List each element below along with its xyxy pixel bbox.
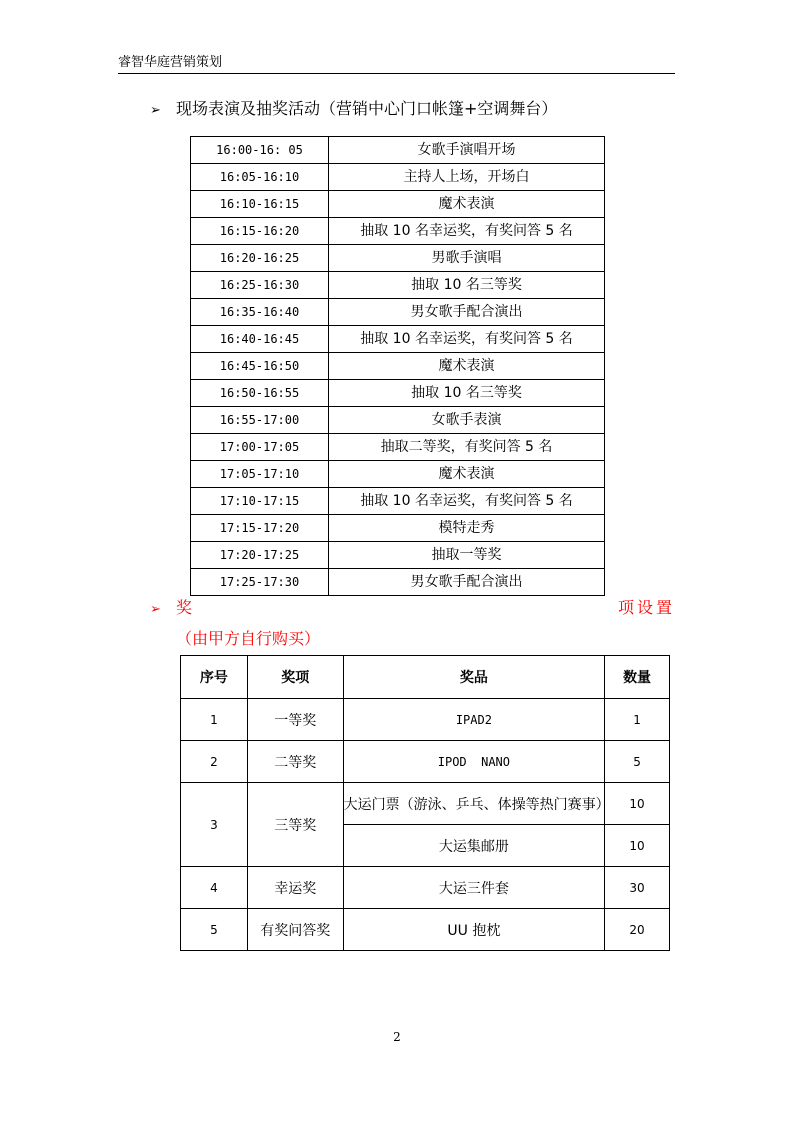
prize-heading-left: [150, 597, 192, 621]
arrow-bullet-icon: ➢: [150, 602, 161, 617]
table-row: [191, 272, 605, 299]
prize-type: 三等奖: [247, 783, 343, 867]
table-row: [181, 699, 670, 741]
schedule-event: 男女歌手配合演出: [329, 299, 605, 326]
prize-heading-right: 项设置: [617, 598, 675, 617]
prize-qty: 5: [605, 741, 670, 783]
prize-heading-left-text: 奖: [176, 598, 193, 617]
prize-no: 5: [181, 909, 248, 951]
schedule-table: [190, 136, 605, 596]
prize-item: 大运三件套: [343, 867, 604, 909]
schedule-event: 主持人上场，开场白: [329, 164, 605, 191]
schedule-event: 抽取 10 名幸运奖，有奖问答 5 名: [329, 218, 605, 245]
prize-no: 4: [181, 867, 248, 909]
schedule-event: 魔术表演: [329, 461, 605, 488]
prize-type: 有奖问答奖: [247, 909, 343, 951]
header-title: 睿智华庭营销策划: [118, 55, 223, 70]
table-row: [191, 191, 605, 218]
schedule-time: 17:00-17:05: [191, 434, 329, 461]
schedule-time: 16:40-16:45: [191, 326, 329, 353]
prize-item: 大运集邮册: [343, 825, 604, 867]
schedule-time: 16:55-17:00: [191, 407, 329, 434]
schedule-time: 16:35-16:40: [191, 299, 329, 326]
prize-type: 一等奖: [247, 699, 343, 741]
schedule-event: 魔术表演: [329, 353, 605, 380]
table-row: [191, 542, 605, 569]
page-number: 2: [393, 1030, 401, 1044]
table-row: [191, 353, 605, 380]
table-row: [191, 218, 605, 245]
schedule-time: 16:20-16:25: [191, 245, 329, 272]
table-row: [191, 137, 605, 164]
prize-qty: 20: [605, 909, 670, 951]
schedule-event: 女歌手表演: [329, 407, 605, 434]
table-row: [191, 461, 605, 488]
prize-no: 2: [181, 741, 248, 783]
schedule-time: 16:05-16:10: [191, 164, 329, 191]
table-row: [181, 783, 670, 825]
table-row: [191, 569, 605, 596]
prize-table-header-row: [181, 656, 670, 699]
schedule-time: 16:10-16:15: [191, 191, 329, 218]
prize-item: IPAD2: [343, 699, 604, 741]
prize-type: 幸运奖: [247, 867, 343, 909]
table-row: [191, 164, 605, 191]
table-row: [181, 909, 670, 951]
column-header-no: 序号: [181, 656, 248, 699]
schedule-body: [191, 137, 605, 596]
schedule-time: 17:10-17:15: [191, 488, 329, 515]
table-row: [191, 515, 605, 542]
table-row: [181, 867, 670, 909]
column-header-item: 奖品: [343, 656, 604, 699]
schedule-time: 16:50-16:55: [191, 380, 329, 407]
schedule-event: 抽取一等奖: [329, 542, 605, 569]
schedule-time: 17:20-17:25: [191, 542, 329, 569]
column-header-type: 奖项: [247, 656, 343, 699]
schedule-event: 抽取 10 名三等奖: [329, 380, 605, 407]
arrow-bullet-icon: ➢: [150, 103, 161, 118]
table-row: [191, 407, 605, 434]
schedule-event: 女歌手演唱开场: [329, 137, 605, 164]
column-header-qty: 数量: [605, 656, 670, 699]
prize-item: 大运门票（游泳、乒乓、体操等热门赛事）: [343, 783, 604, 825]
prize-note: （由甲方自行购买）: [176, 629, 321, 648]
schedule-event: 魔术表演: [329, 191, 605, 218]
schedule-event: 男歌手演唱: [329, 245, 605, 272]
prize-qty: 30: [605, 867, 670, 909]
schedule-event: 男女歌手配合演出: [329, 569, 605, 596]
prize-qty: 10: [605, 825, 670, 867]
prize-type: 二等奖: [247, 741, 343, 783]
prize-qty: 10: [605, 783, 670, 825]
performance-heading-text: 现场表演及抽奖活动（营销中心门口帐篷+空调舞台）: [176, 99, 558, 118]
table-row: [191, 326, 605, 353]
prize-qty: 1: [605, 699, 670, 741]
schedule-event: 抽取 10 名三等奖: [329, 272, 605, 299]
table-row: [191, 299, 605, 326]
prize-table: [180, 655, 670, 951]
schedule-time: 16:00-16: 05: [191, 137, 329, 164]
schedule-event: 抽取 10 名幸运奖，有奖问答 5 名: [329, 326, 605, 353]
schedule-time: 16:45-16:50: [191, 353, 329, 380]
prize-no: 3: [181, 783, 248, 867]
table-row: [191, 488, 605, 515]
schedule-time: 16:15-16:20: [191, 218, 329, 245]
schedule-time: 17:05-17:10: [191, 461, 329, 488]
prize-no: 1: [181, 699, 248, 741]
table-row: [181, 741, 670, 783]
document-header: [118, 54, 675, 74]
prize-item: IPOD NANO: [343, 741, 604, 783]
schedule-event: 抽取 10 名幸运奖，有奖问答 5 名: [329, 488, 605, 515]
table-row: [191, 434, 605, 461]
table-row: [191, 380, 605, 407]
schedule-time: 16:25-16:30: [191, 272, 329, 299]
performance-heading: [150, 98, 557, 122]
schedule-time: 17:25-17:30: [191, 569, 329, 596]
schedule-event: 抽取二等奖，有奖问答 5 名: [329, 434, 605, 461]
schedule-time: 17:15-17:20: [191, 515, 329, 542]
schedule-event: 模特走秀: [329, 515, 605, 542]
prize-heading: [150, 597, 675, 619]
prize-item: UU 抱枕: [343, 909, 604, 951]
table-row: [191, 245, 605, 272]
